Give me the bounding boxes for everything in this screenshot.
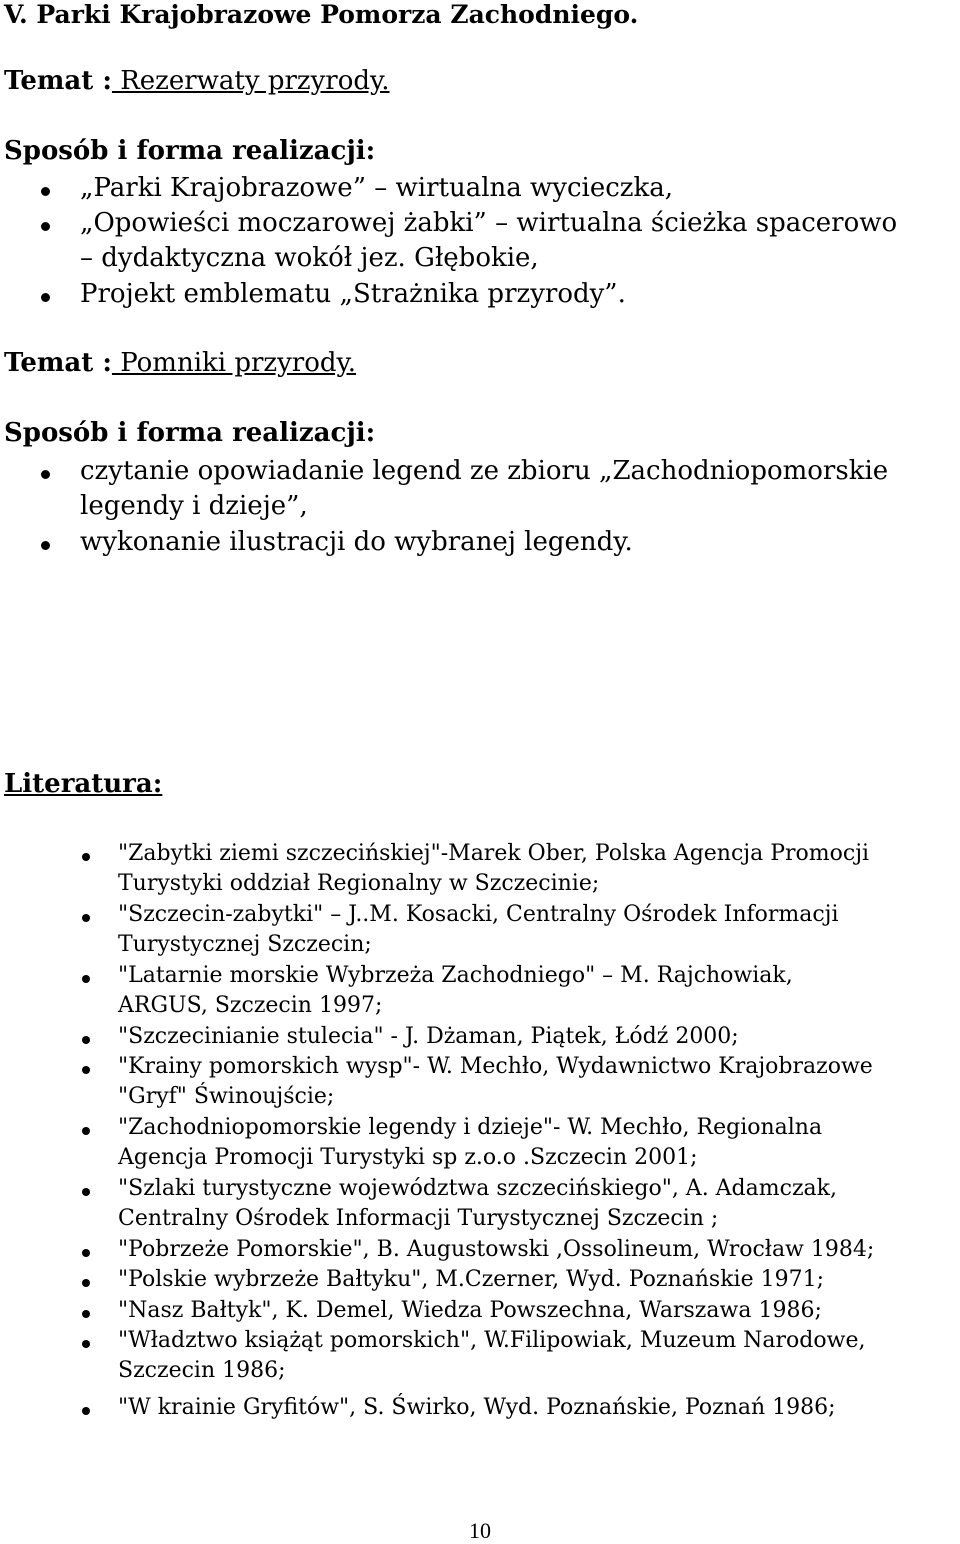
temat-1-label: Temat : <box>4 66 112 96</box>
bullet-icon <box>82 1407 90 1415</box>
literature-line: "Zachodniopomorskie legendy i dzieje"- W. Mechło, Regionalna <box>118 1115 823 1140</box>
bullet-icon <box>82 975 90 983</box>
bullet-icon <box>82 1310 90 1318</box>
literature-line: ARGUS, Szczecin 1997; <box>118 993 383 1018</box>
temat-2 <box>4 348 356 378</box>
literature-line: "Pobrzeże Pomorskie", B. Augustowski ,Ossolineum, Wrocław 1984; <box>118 1237 875 1262</box>
literature-line: "W krainie Gryfitów", S. Świrko, Wyd. Poznańskie, Poznań 1986; <box>118 1395 836 1420</box>
literature-line: "Latarnie morskie Wybrzeża Zachodniego" – M. Rajchowiak, <box>118 963 793 988</box>
bullet-icon <box>41 187 50 196</box>
literature-line: Turystyki oddział Regionalny w Szczecinie; <box>118 871 600 896</box>
section1-item-3: Projekt emblematu „Strażnika przyrody”. <box>80 279 626 309</box>
literature-label: Literatura: <box>4 769 163 799</box>
bullet-icon <box>82 853 90 861</box>
literature-line: "Krainy pomorskich wysp"- W. Mechło, Wydawnictwo Krajobrazowe <box>118 1054 873 1079</box>
section1-item-2: „Opowieści moczarowej żabki” – wirtualna ścieżka spacerowo <box>80 208 898 238</box>
section2-item-1: czytanie opowiadanie legend ze zbioru „Zachodniopomorskie <box>80 456 889 486</box>
bullet-icon <box>41 470 50 479</box>
bullet-icon <box>82 1036 90 1044</box>
page-heading: V. Parki Krajobrazowe Pomorza Zachodniego. <box>4 0 639 29</box>
bullet-icon <box>82 1066 90 1074</box>
form-label-1: Sposób i forma realizacji: <box>4 136 376 166</box>
temat-1-value: Rezerwaty przyrody. <box>111 66 390 96</box>
temat-2-value: Pomniki przyrody. <box>111 348 357 378</box>
literature-line: Szczecin 1986; <box>118 1358 286 1383</box>
bullet-icon <box>41 293 50 302</box>
literature-line: "Władztwo książąt pomorskich", W.Filipowiak, Muzeum Narodowe, <box>118 1328 866 1353</box>
bullet-icon <box>82 1340 90 1348</box>
literature-line: "Szczecinianie stulecia" - J. Dżaman, Piątek, Łódź 2000; <box>118 1024 739 1049</box>
bullet-icon <box>82 1188 90 1196</box>
form-label-2: Sposób i forma realizacji: <box>4 418 376 448</box>
literature-line: Turystycznej Szczecin; <box>118 932 372 957</box>
temat-1 <box>4 66 390 96</box>
bullet-icon <box>82 1127 90 1135</box>
literature-line: "Polskie wybrzeże Bałtyku", M.Czerner, Wyd. Poznańskie 1971; <box>118 1267 824 1292</box>
literature-line: "Gryf" Świnoujście; <box>118 1084 335 1109</box>
literature-line: "Szczecin-zabytki" – J..M. Kosacki, Centralny Ośrodek Informacji <box>118 902 839 927</box>
literature-line: Agencja Promocji Turystyki sp z.o.o .Szczecin 2001; <box>118 1145 698 1170</box>
bullet-icon <box>82 1249 90 1257</box>
bullet-icon <box>82 914 90 922</box>
section2-item-1-cont: legendy i dzieje”, <box>80 491 308 521</box>
literature-line: "Szlaki turystyczne województwa szczecińskiego", A. Adamczak, <box>118 1176 837 1201</box>
page-number: 10 <box>469 1518 491 1543</box>
temat-2-label: Temat : <box>4 348 112 378</box>
section2-item-2: wykonanie ilustracji do wybranej legendy. <box>80 527 633 557</box>
literature-line: "Nasz Bałtyk", K. Demel, Wiedza Powszechna, Warszawa 1986; <box>118 1298 822 1323</box>
section1-item-2-cont: – dydaktyczna wokół jez. Głębokie, <box>80 243 539 273</box>
literature-line: Centralny Ośrodek Informacji Turystycznej Szczecin ; <box>118 1206 719 1231</box>
literature-line: "Zabytki ziemi szczecińskiej"-Marek Ober, Polska Agencja Promocji <box>118 841 870 866</box>
bullet-icon <box>82 1279 90 1287</box>
bullet-icon <box>41 222 50 231</box>
bullet-icon <box>41 541 50 550</box>
section1-item-1: „Parki Krajobrazowe” – wirtualna wycieczka, <box>80 173 674 203</box>
